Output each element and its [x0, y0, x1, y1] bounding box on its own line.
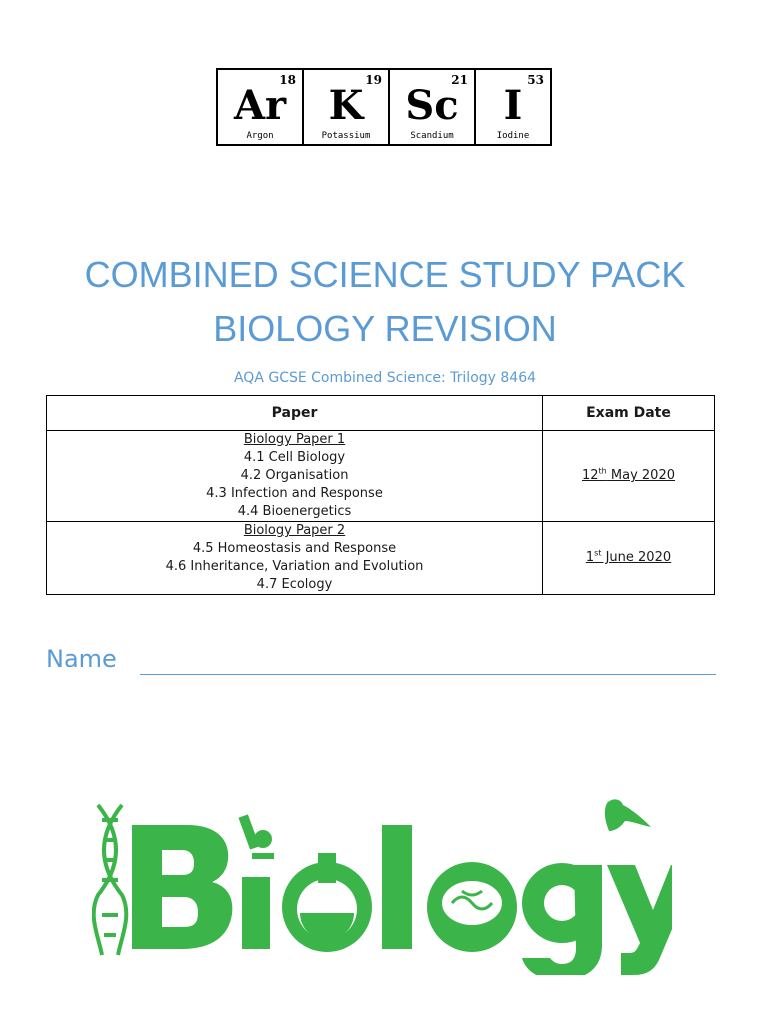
- element-name: Scandium: [410, 131, 454, 141]
- exam-date: [586, 550, 671, 565]
- name-line[interactable]: [140, 674, 716, 675]
- column-header-paper: Paper: [47, 396, 543, 431]
- topic-item: 4.3 Infection and Response: [206, 486, 383, 501]
- exam-date: [582, 468, 675, 483]
- atomic-number: 53: [527, 73, 544, 87]
- microscope-icon: [238, 814, 274, 949]
- element-name: Iodine: [496, 131, 530, 141]
- date-rest: June 2020: [601, 550, 672, 565]
- element-scandium: [388, 68, 476, 146]
- element-argon: [216, 68, 304, 146]
- paper-cell: [47, 431, 543, 522]
- topic-item: 4.1 Cell Biology: [243, 450, 346, 465]
- atomic-number: 21: [451, 73, 468, 87]
- element-symbol: I: [503, 82, 523, 129]
- element-iodine: [474, 68, 552, 146]
- paper-title: Biology Paper 2: [243, 523, 346, 538]
- element-name: Potassium: [321, 131, 371, 141]
- page-subtitle-title: BIOLOGY REVISION: [213, 308, 557, 349]
- flask-icon: [282, 853, 372, 952]
- dna-helix-icon: [94, 805, 127, 955]
- element-potassium: [302, 68, 390, 146]
- atomic-number: 18: [279, 73, 296, 87]
- table-header-row: [47, 396, 715, 431]
- date-suffix: th: [598, 466, 607, 476]
- table-row: [47, 431, 715, 522]
- biology-logo: [92, 795, 672, 975]
- exam-table: [46, 395, 715, 595]
- element-name: Argon: [246, 131, 274, 141]
- date-rest: May 2020: [606, 468, 675, 483]
- topic-item: 4.7 Ecology: [256, 577, 333, 592]
- topic-item: 4.5 Homeostasis and Response: [192, 541, 397, 556]
- topic-item: 4.2 Organisation: [240, 468, 349, 483]
- letter-g: [522, 863, 602, 975]
- paper-cell: [47, 522, 543, 595]
- course-subtitle: AQA GCSE Combined Science: Trilogy 8464: [233, 370, 537, 386]
- date-day: 12: [582, 468, 599, 483]
- name-label: Name: [46, 645, 117, 673]
- exam-date-cell: [543, 431, 715, 522]
- date-suffix: st: [594, 548, 602, 558]
- element-logo: [216, 68, 550, 146]
- bird-icon: [605, 799, 672, 975]
- topic-item: 4.4 Bioenergetics: [237, 504, 352, 519]
- letter-l: [382, 825, 412, 949]
- date-day: 1: [585, 550, 595, 565]
- page-title: COMBINED SCIENCE STUDY PACK: [84, 254, 686, 295]
- element-symbol: K: [328, 82, 364, 129]
- atomic-number: 19: [365, 73, 382, 87]
- topic-item: 4.6 Inheritance, Variation and Evolution: [165, 559, 424, 574]
- brain-icon: [427, 862, 517, 952]
- table-row: [47, 522, 715, 595]
- letter-b: [132, 825, 232, 949]
- element-symbol: Sc: [405, 82, 459, 129]
- paper-title: Biology Paper 1: [243, 432, 346, 447]
- exam-date-cell: [543, 522, 715, 595]
- column-header-exam-date: Exam Date: [543, 396, 715, 431]
- element-symbol: Ar: [233, 82, 287, 129]
